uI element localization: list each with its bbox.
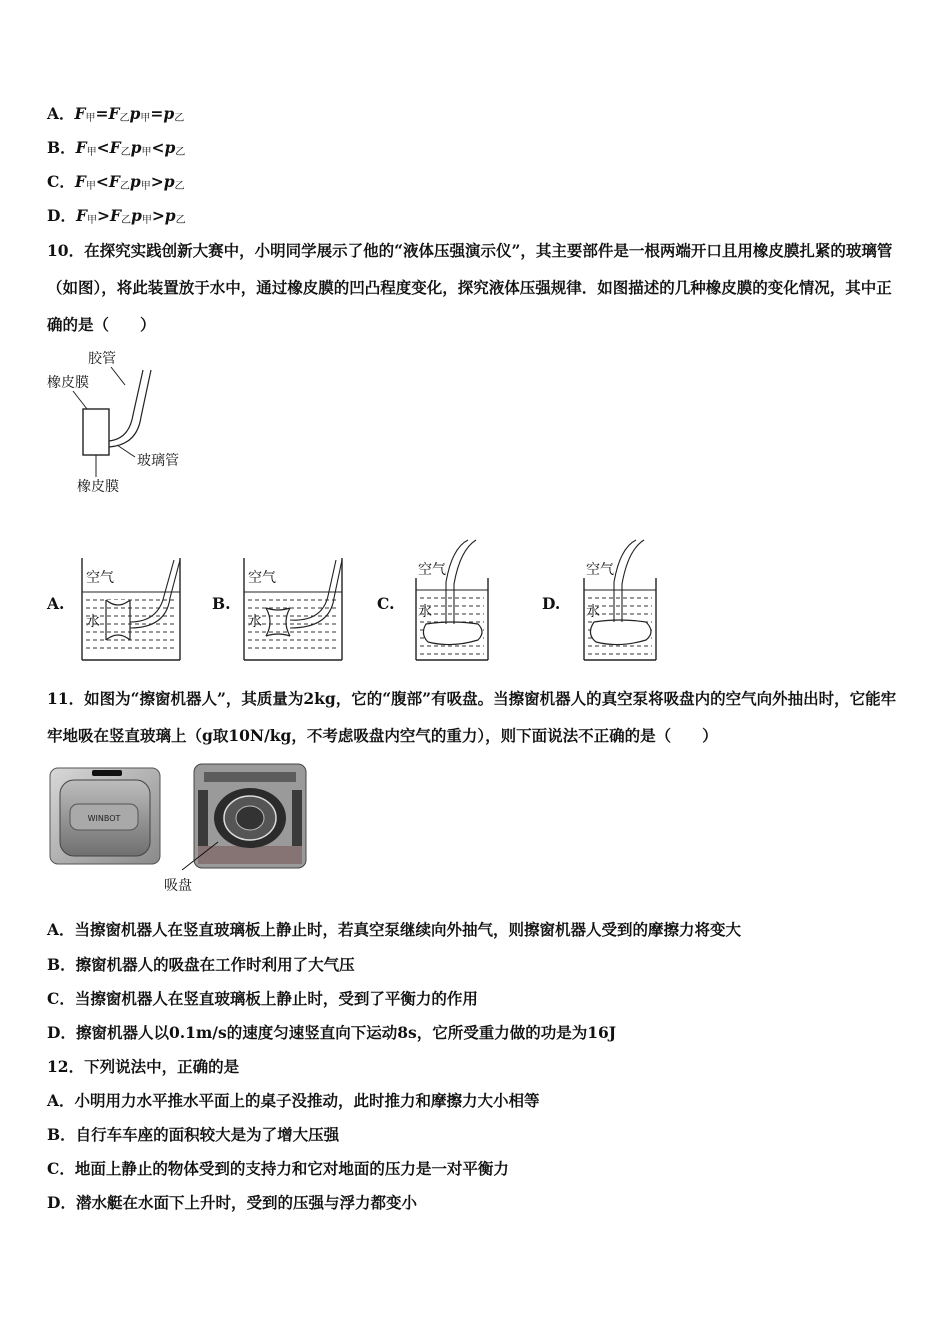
- q10-apparatus-diagram: [45, 345, 215, 500]
- q9-option-a: A．$F_甲=F_乙p_甲=p_乙$: [47, 104, 185, 124]
- q9-option-d: D．$F_甲>F_乙p_甲>p_乙$: [47, 206, 186, 226]
- q10-option-d-figure: [580, 536, 690, 664]
- q12-option-c: C．地面上静止的物体受到的支持力和它对地面的压力是一对平衡力: [47, 1159, 509, 1178]
- hose-label: 胶管: [88, 351, 116, 367]
- membrane-top-label: 橡皮膜: [47, 375, 89, 391]
- air-label: 空气: [418, 562, 446, 578]
- robot-brand-text: WINBOT: [87, 814, 121, 823]
- q12-option-d: D．潜水艇在水面下上升时，受到的压强与浮力都变小: [47, 1193, 417, 1212]
- q10-option-d-label: D.: [542, 594, 561, 613]
- air-label: 空气: [248, 570, 276, 586]
- q12-option-a: A．小明用力水平推水平面上的桌子没推动，此时推力和摩擦力大小相等: [47, 1091, 540, 1110]
- glass-tube-label: 玻璃管: [137, 453, 179, 469]
- water-label: 水: [418, 604, 432, 620]
- q10-stem: 10．在探究实践创新大赛中，小明同学展示了他的“液体压强演示仪”，其主要部件是一根两端开口且用橡皮膜扎紧的玻璃管（如图），将此装置放于水中，通过橡皮膜的凹凸程度变化，探究液体压强规律．如图描述的几种橡皮膜的变化情况，其中正确的是（ ）: [47, 241, 893, 334]
- q10-option-b-label: B.: [212, 594, 231, 613]
- water-label: 水: [86, 614, 100, 630]
- air-label: 空气: [86, 570, 114, 586]
- q12-option-b: B．自行车车座的面积较大是为了增大压强: [47, 1125, 340, 1144]
- q11-option-c: C．当擦窗机器人在竖直玻璃板上静止时，受到了平衡力的作用: [47, 989, 478, 1008]
- air-label: 空气: [586, 562, 614, 578]
- q11-option-b: B．擦窗机器人的吸盘在工作时利用了大气压: [47, 955, 355, 974]
- water-label: 水: [248, 614, 262, 630]
- q10-option-c-label: C.: [377, 594, 395, 613]
- q10-option-b-figure: [240, 552, 350, 664]
- q12-stem: 12．下列说法中，正确的是: [47, 1057, 240, 1076]
- q11-stem: 11．如图为“擦窗机器人”，其质量为2kg，它的“腹部”有吸盘。当擦窗机器人的真空泵将吸盘内的空气向外抽出时，它能牢牢地吸在竖直玻璃上（g取10N/kg，不考虑吸盘内空气的重力），则下面说法不正确的是（ ）: [47, 689, 897, 745]
- robot-front-photo: [48, 766, 164, 868]
- suction-cup-label: 吸盘: [164, 878, 192, 894]
- q11-option-a: A．当擦窗机器人在竖直玻璃板上静止时，若真空泵继续向外抽气，则擦窗机器人受到的摩擦力将变大: [47, 920, 742, 939]
- water-label: 水: [586, 604, 600, 620]
- q11-option-d: D．擦窗机器人以0.1m/s的速度匀速竖直向下运动8s，它所受重力做的功是为16J: [47, 1023, 617, 1042]
- q9-option-b: B．$F_甲<F_乙p_甲<p_乙$: [47, 138, 186, 158]
- q10-option-a-figure: [78, 552, 188, 664]
- q10-option-c-figure: [412, 536, 522, 664]
- suction-cup-callout: [160, 840, 240, 896]
- membrane-bottom-label: 橡皮膜: [77, 479, 119, 495]
- q9-option-c: C．$F_甲<F_乙p_甲>p_乙$: [47, 172, 185, 192]
- q10-option-a-label: A.: [47, 594, 65, 613]
